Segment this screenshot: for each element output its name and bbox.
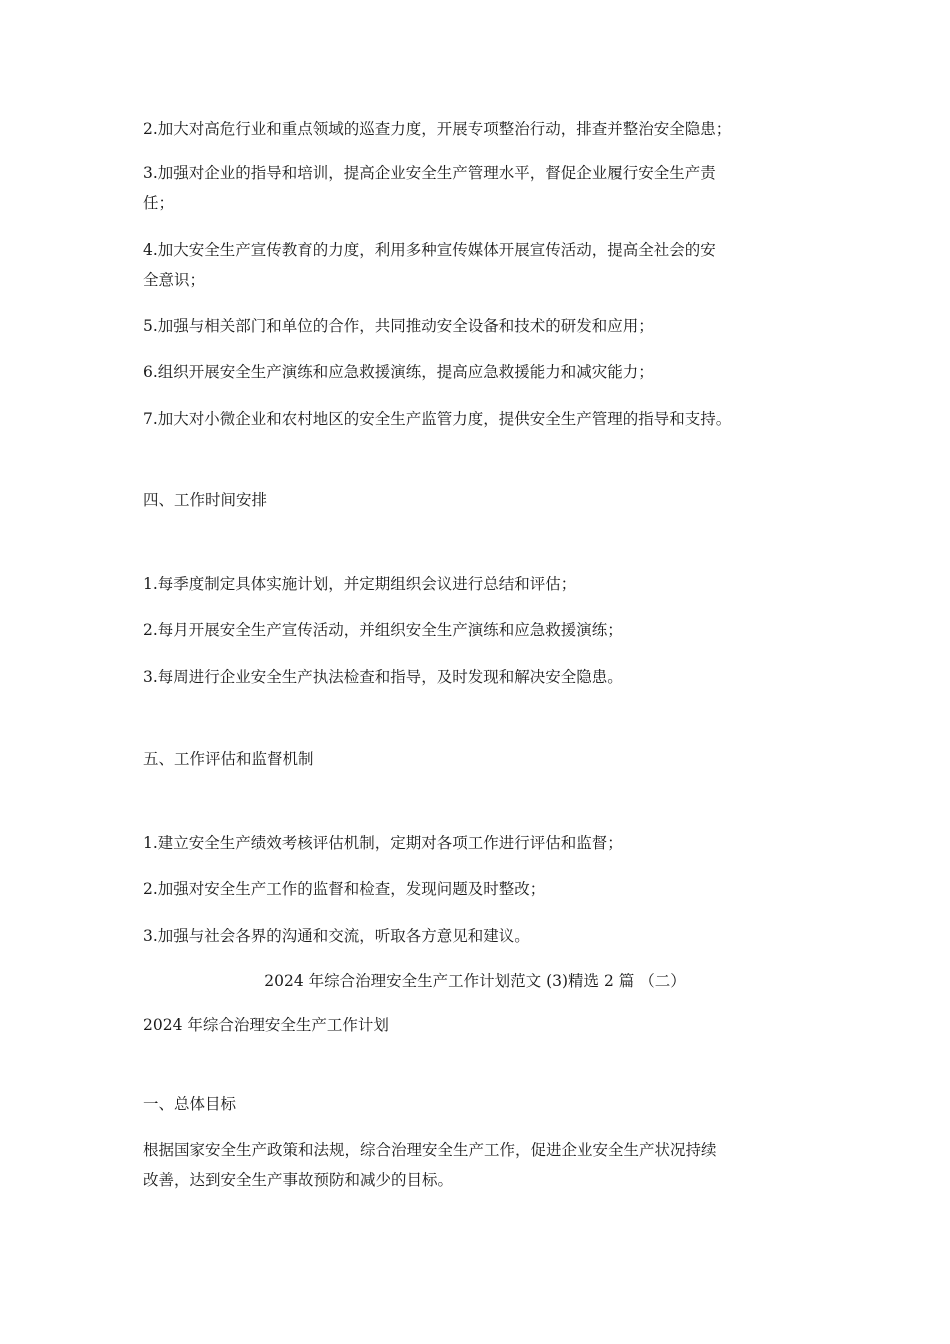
list-item-continuation: 任； — [143, 194, 175, 212]
section-heading-goal: 一、总体目标 — [143, 1095, 237, 1113]
list-item: 3.加强与社会各界的沟通和交流，听取各方意见和建议。 — [143, 927, 530, 945]
list-item: 2.每月开展安全生产宣传活动，并组织安全生产演练和应急救援演练； — [143, 621, 623, 639]
section-heading-evaluation: 五、工作评估和监督机制 — [143, 750, 314, 768]
list-item: 2.加强对安全生产工作的监督和检查，发现问题及时整改； — [143, 880, 546, 898]
list-item: 6.组织开展安全生产演练和应急救援演练，提高应急救援能力和减灾能力； — [143, 363, 654, 381]
list-item: 7.加大对小微企业和农村地区的安全生产监管力度，提供安全生产管理的指导和支持。 — [143, 410, 732, 428]
list-item: 4.加大安全生产宣传教育的力度，利用多种宣传媒体开展宣传活动，提高全社会的安 — [143, 241, 716, 259]
list-item: 1.建立安全生产绩效考核评估机制，定期对各项工作进行评估和监督； — [143, 834, 623, 852]
list-item: 2.加大对高危行业和重点领域的巡查力度，开展专项整治行动，排查并整治安全隐患； — [143, 120, 732, 138]
part-title: 2024 年综合治理安全生产工作计划范文 (3)精选 2 篇 （二） — [264, 972, 686, 990]
list-item: 5.加强与相关部门和单位的合作，共同推动安全设备和技术的研发和应用； — [143, 317, 654, 335]
section-heading-schedule: 四、工作时间安排 — [143, 491, 268, 509]
body-text-line: 改善，达到安全生产事故预防和减少的目标。 — [143, 1171, 454, 1189]
body-text-line: 根据国家安全生产政策和法规，综合治理安全生产工作，促进企业安全生产状况持续 — [143, 1141, 717, 1159]
list-item: 3.加强对企业的指导和培训，提高企业安全生产管理水平，督促企业履行安全生产责 — [143, 164, 716, 182]
document-title: 2024 年综合治理安全生产工作计划 — [143, 1016, 389, 1034]
list-item: 3.每周进行企业安全生产执法检查和指导，及时发现和解决安全隐患。 — [143, 668, 623, 686]
list-item: 1.每季度制定具体实施计划，并定期组织会议进行总结和评估； — [143, 575, 577, 593]
list-item-continuation: 全意识； — [143, 271, 206, 289]
